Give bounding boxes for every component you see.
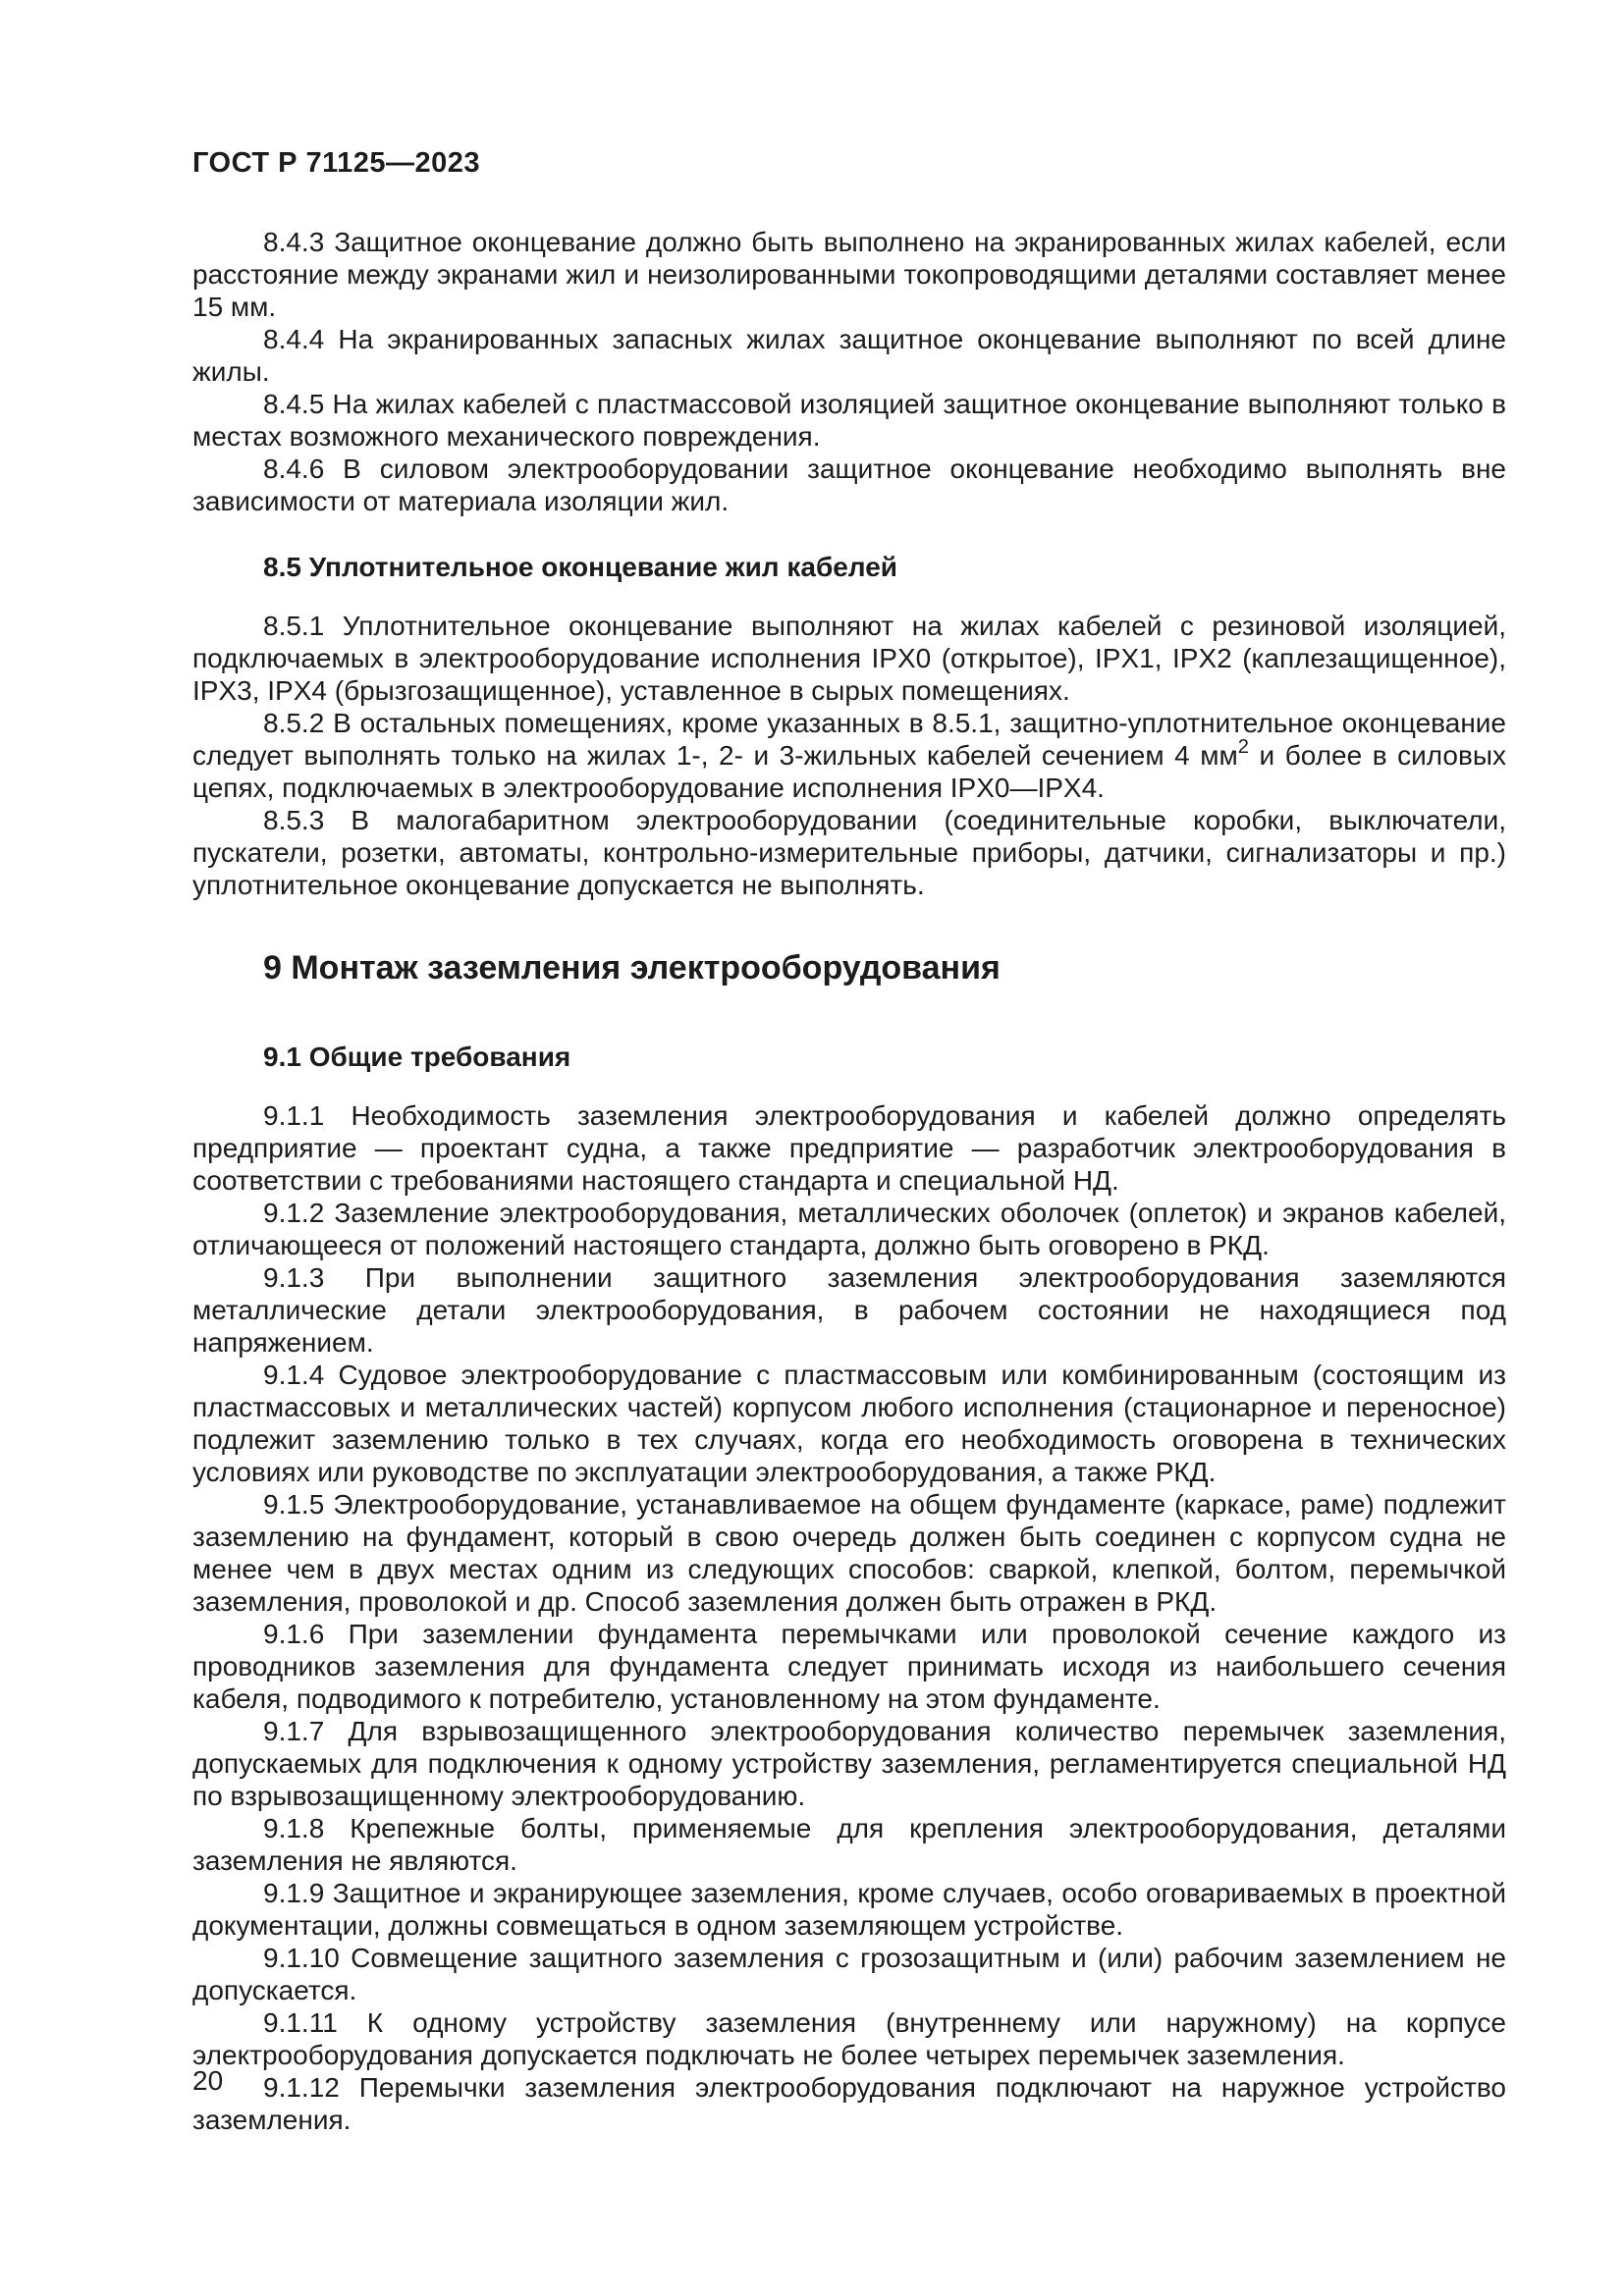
paragraph-9.1.5: 9.1.5 Электрооборудование, устанавливаемое на общем фундаменте (каркасе, раме) подлежит заземлению на фундамент, который в свою очередь должен быть соединен с корпусом судна не менее чем в двух местах одним из следующих способов: сваркой, клепкой, болтом, перемычкой заземления, проволокой и др. Способ заземления должен быть отражен в РКД.	[192, 1489, 1506, 1617]
document-body	[192, 226, 1506, 2136]
paragraph-8.5.2	[192, 707, 1506, 804]
text-run: и более в силовых цепях, подключаемых в электрооборудование исполнения IPX0—IPX4.	[192, 740, 1507, 803]
paragraph-8.4.3: 8.4.3 Защитное оконцевание должно быть выполнено на экранированных жилах кабелей, если расстояние между экранами жил и неизолированными токопроводящими деталями составляет менее 15 мм.	[192, 227, 1506, 322]
text-run: 8.5.2 В остальных помещениях, кроме указанных в 8.5.1, защитно-уплотнительное оконцевание следует выполнять только на жилах 1-, 2- и 3-жильных кабелей сечением 4 мм	[192, 708, 1506, 771]
paragraph-9.1.4: 9.1.4 Судовое электрооборудование с пластмассовым или комбинированным (состоящим из пластмассовых и металлических частей) корпусом любого исполнения (стационарное и переносное) подлежит заземлению только в тех случаях, когда его необходимость оговорена в технических условиях или руководстве по эксплуатации электрооборудования, а также РКД.	[192, 1360, 1506, 1487]
page-number: 20	[192, 2065, 224, 2096]
paragraph-9.1.10: 9.1.10 Совмещение защитного заземления с грозозащитным и (или) рабочим заземлением не допускается.	[192, 1943, 1506, 2005]
document-header-standard-number: ГОСТ Р 71125—2023	[192, 147, 481, 179]
paragraph-8.5.1: 8.5.1 Уплотнительное оконцевание выполняют на жилах кабелей с резиновой изоляцией, подключаемых в электрооборудование исполнения IPX0 (открытое), IPX1, IPX2 (каплезащищенное), IPX3, IPX4 (брызгозащищенное), уставленное в сырых помещениях.	[192, 611, 1506, 706]
paragraph-9.1.6: 9.1.6 При заземлении фундамента перемычками или проволокой сечение каждого из проводников заземления для фундамента следует принимать исходя из наибольшего сечения кабеля, подводимого к потребителю, установленному на этом фундаменте.	[192, 1619, 1506, 1714]
paragraph-9.1.1: 9.1.1 Необходимость заземления электрооборудования и кабелей должно определять предприятие — проектант судна, а также предприятие — разработчик электрооборудования в соответствии с требованиями настоящего стандарта и специальной НД.	[192, 1100, 1506, 1196]
paragraph-8.4.6: 8.4.6 В силовом электрооборудовании защитное оконцевание необходимо выполнять вне зависимости от материала изоляции жил.	[192, 454, 1506, 516]
paragraph-8.4.4: 8.4.4 На экранированных запасных жилах защитное оконцевание выполняют по всей длине жилы.	[192, 324, 1506, 387]
paragraph-8.4.5: 8.4.5 На жилах кабелей с пластмассовой изоляцией защитное оконцевание выполняют только в местах возможного механического повреждения.	[192, 389, 1506, 452]
paragraph-9.1.8: 9.1.8 Крепежные болты, применяемые для крепления электрооборудования, деталями заземления не являются.	[192, 1813, 1506, 1876]
paragraph-8.5.3: 8.5.3 В малогабаритном электрооборудовании (соединительные коробки, выключатели, пускатели, розетки, автоматы, контрольно-измерительные приборы, датчики, сигнализаторы и пр.) уплотнительное оконцевание допускается не выполнять.	[192, 805, 1506, 900]
paragraph-9.1.2: 9.1.2 Заземление электрооборудования, металлических оболочек (оплеток) и экранов кабелей, отличающееся от положений настоящего стандарта, должно быть оговорено в РКД.	[192, 1198, 1506, 1260]
superscript: 2	[1237, 735, 1249, 758]
paragraph-9.1.3: 9.1.3 При выполнении защитного заземления электрооборудования заземляются металлические детали электрооборудования, в рабочем состоянии не находящиеся под напряжением.	[192, 1262, 1506, 1358]
paragraph-9.1.7: 9.1.7 Для взрывозащищенного электрооборудования количество перемычек заземления, допускаемых для подключения к одному устройству заземления, регламентируется специальной НД по взрывозащищенному электрооборудованию.	[192, 1716, 1506, 1811]
section-heading-9: 9 Монтаж заземления электрооборудования	[263, 949, 1001, 987]
subsection-heading-8.5: 8.5 Уплотнительное оконцевание жил кабелей	[263, 552, 898, 582]
paragraph-9.1.9: 9.1.9 Защитное и экранирующее заземления, кроме случаев, особо оговариваемых в проектной документации, должны совмещаться в одном заземляющем устройстве.	[192, 1878, 1506, 1941]
paragraph-9.1.11: 9.1.11 К одному устройству заземления (внутреннему или наружному) на корпусе электрооборудования допускается подключать не более четырех перемычек заземления.	[192, 2007, 1506, 2070]
paragraph-9.1.12: 9.1.12 Перемычки заземления электрооборудования подключают на наружное устройство заземления.	[192, 2072, 1506, 2135]
subsection-heading-9.1: 9.1 Общие требования	[263, 1041, 571, 1072]
